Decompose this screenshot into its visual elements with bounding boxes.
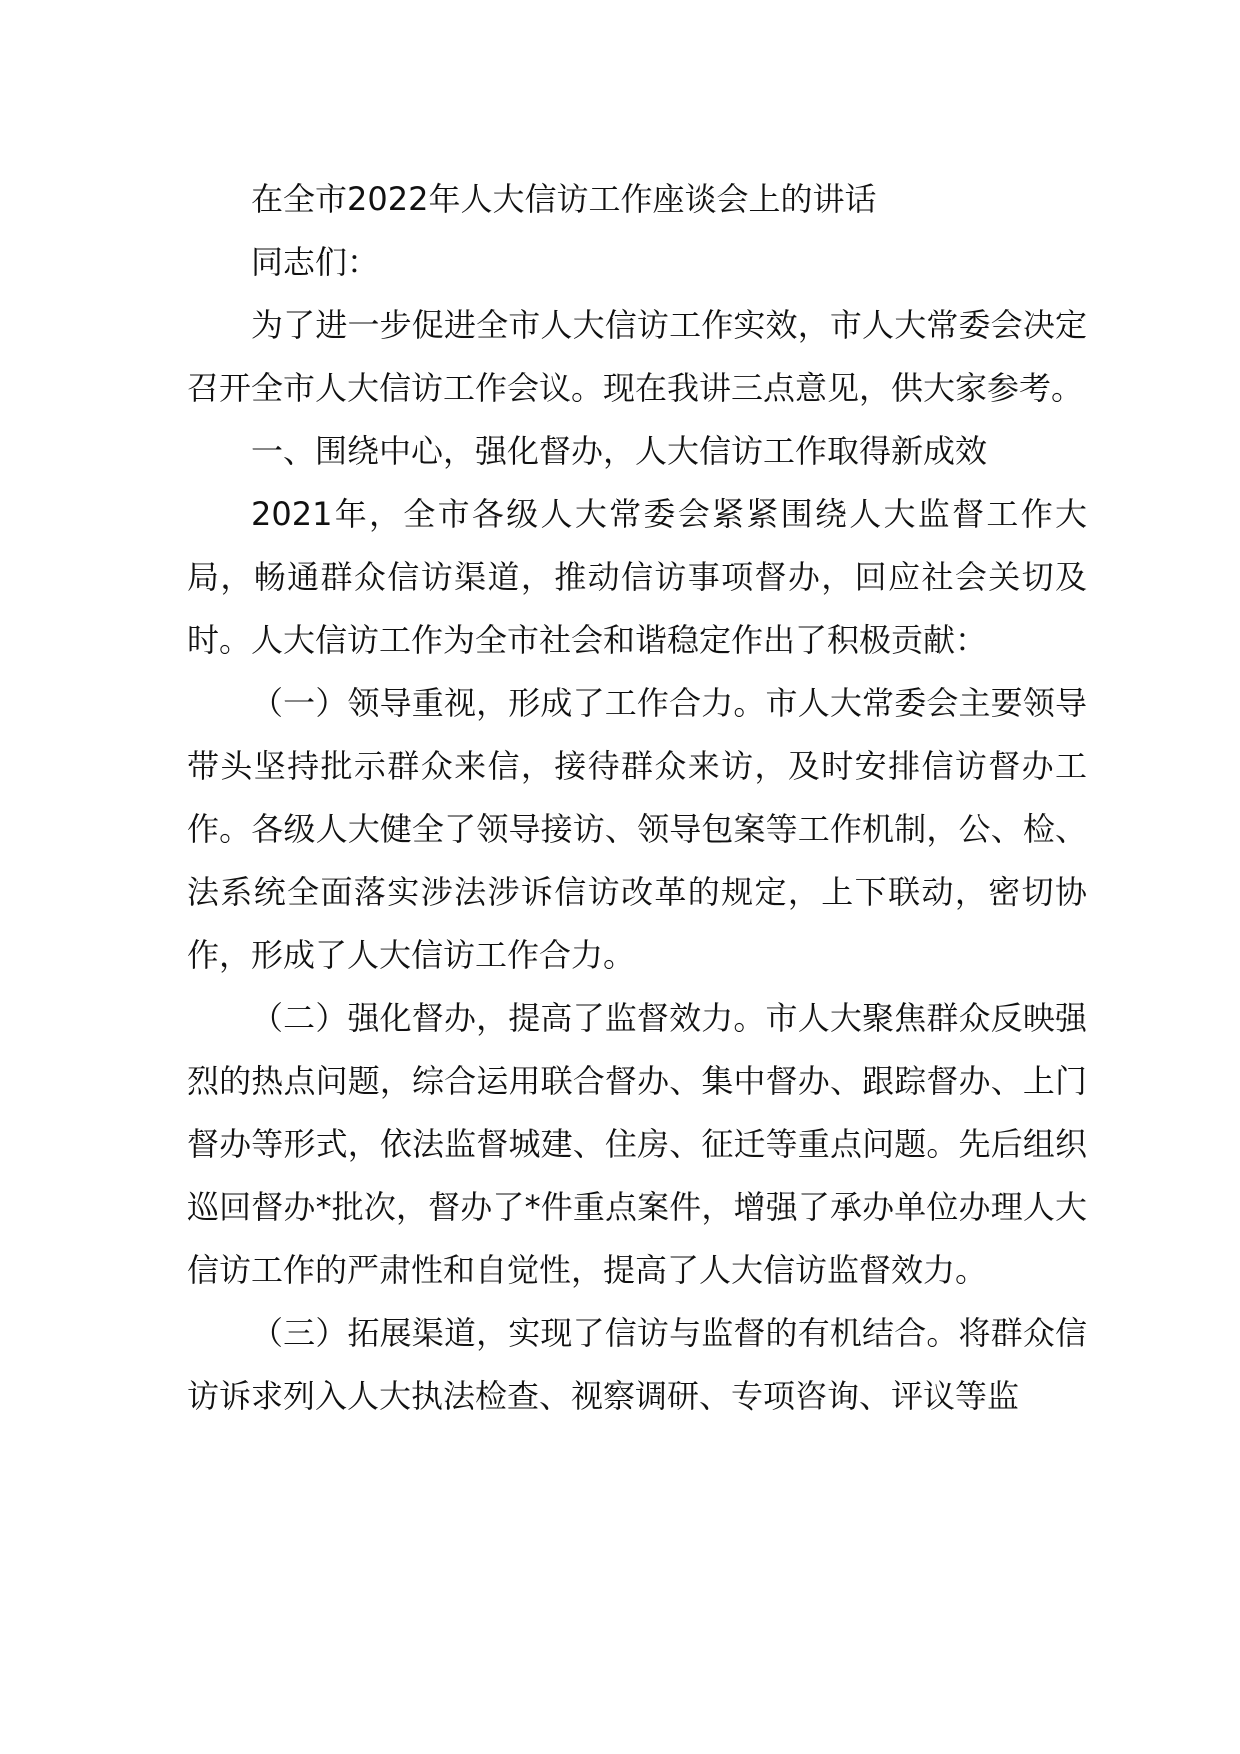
paragraph-point-1: （一）领导重视，形成了工作合力。市人大常委会主要领导带头坚持批示群众来信，接待群众来访，及时安排信访督办工作。各级人大健全了领导接访、领导包案等工作机制，公、检、法系统全面落实涉法涉诉信访改革的规定，上下联动，密切协作，形成了人大信访工作合力。 [187,684,1087,974]
paragraph-point-3: （三）拓展渠道，实现了信访与监督的有机结合。将群众信访诉求列入人大执法检查、视察调研、专项咨询、评议等监 [187,1314,1087,1415]
paragraph-intro: 为了进一步促进全市人大信访工作实效，市人大常委会决定召开全市人大信访工作会议。现在我讲三点意见，供大家参考。 [187,306,1087,407]
document-title: 在全市2022年人大信访工作座谈会上的讲话 [251,180,877,218]
salutation: 同志们： [251,243,380,281]
paragraph-point-2: （二）强化督办，提高了监督效力。市人大聚焦群众反映强烈的热点问题，综合运用联合督办、集中督办、跟踪督办、上门督办等形式，依法监督城建、住房、征迁等重点问题。先后组织巡回督办*批次，督办了*件重点案件，增强了承办单位办理人大信访工作的严肃性和自觉性，提高了人大信访监督效力。 [187,999,1087,1289]
document-body [187,168,1087,1428]
section-heading-1: 一、围绕中心，强化督办，人大信访工作取得新成效 [251,432,988,470]
paragraph-summary-2021: 2021年，全市各级人大常委会紧紧围绕人大监督工作大局，畅通群众信访渠道，推动信访事项督办，回应社会关切及时。人大信访工作为全市社会和谐稳定作出了积极贡献： [187,495,1087,659]
